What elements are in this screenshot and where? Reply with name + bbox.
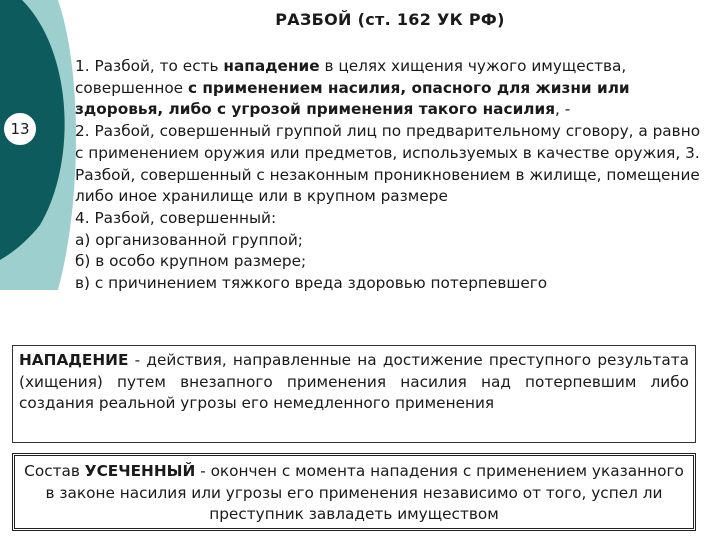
term-napadenie: нападение (223, 57, 320, 75)
definition-text: действия, направленные на достижение преступного результата (хищения) путем внезапного применения насилия над потерпевшим либо создания реальной угрозы его немедленного применения (19, 351, 690, 413)
list-item-c: в) с причинением тяжкого вреда здоровью потерпевшего (75, 274, 548, 293)
violence-clause: с применением насилия, опасного для жизни или здоровья, либо с угрозой применения такого насилия (75, 78, 630, 119)
truncated-composition-box: Состав УСЕЧЕННЫЙ - окончен с момента нападения с применением указанного в законе насилия или угрозы его применения независимо от того, успел ли преступник завладеть имуществом (12, 453, 696, 531)
paragraph-1: 1. Разбой, то есть нападение в целях хищения чужого имущества, совершенное с применением насилия, опасного для жизни или здоровья, либо с угрозой применения такого насилия, - (75, 57, 630, 119)
paragraph-2-3: 2. Разбой, совершенный группой лиц по предварительному сговору, а равно с применением оружия или предметов, используемых в качестве оружия, 3. Разбой, совершенный с незаконным проникновением в жилище, помещение либо иное хранилище или в крупном размере (75, 122, 701, 206)
truncated-term: УСЕЧЕННЫЙ (84, 462, 196, 480)
article-text (75, 56, 705, 295)
definition-term: НАПАДЕНИЕ (19, 351, 129, 369)
slide-number-badge: 13 (2, 111, 38, 147)
slide-title: РАЗБОЙ (ст. 162 УК РФ) (275, 10, 505, 29)
list-item-b: б) в особо крупном размере; (75, 252, 307, 271)
list-item-a: а) организованной группой; (75, 230, 303, 249)
paragraph-4: 4. Разбой, совершенный: (75, 208, 277, 227)
definition-box-napadenie: НАПАДЕНИЕ - действия, направленные на достижение преступного результата (хищения) путем внезапного применения насилия над потерпевшим либо создания реальной угрозы его немедленного применения (12, 345, 696, 443)
truncated-text: окончен с момента нападения с применением указанного в законе насилия или угрозы его применения независимо от того, успел ли преступник завладеть имуществом (45, 462, 684, 524)
